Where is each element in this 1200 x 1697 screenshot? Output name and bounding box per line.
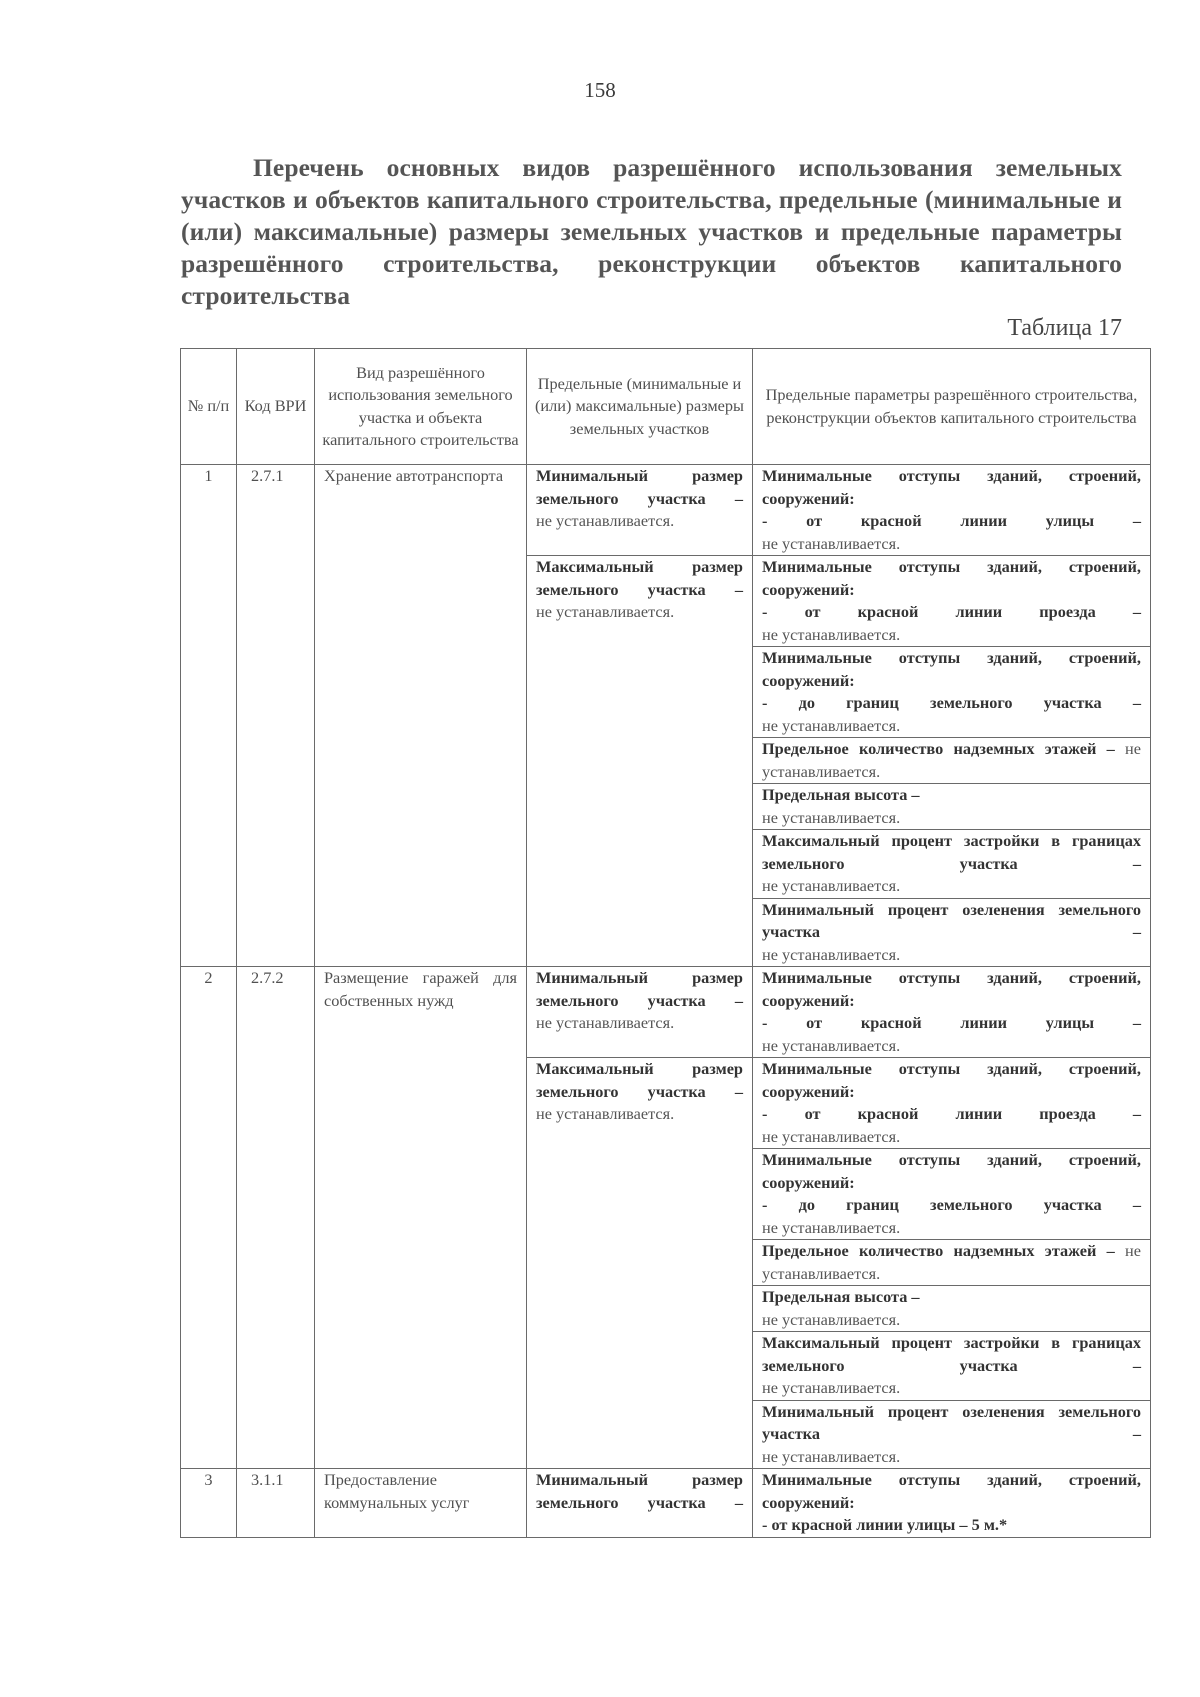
build-pct-cell: [753, 1332, 1151, 1401]
setback-head: Минимальные отступы зданий, строений, сооружений:: [762, 557, 1141, 599]
setback-from-street: - от красной линии улицы –: [762, 1013, 1141, 1032]
setback-passage-value: не устанавливается.: [762, 1126, 901, 1146]
document-heading: Перечень основных видов разрешённого использования земельных участков и объектов капитального строительства, предельные (минимальные и (или) максимальные) размеры земельных участков и предельные параметры разрешённого строительства, реконструкции объектов капитального строительства: [181, 153, 1122, 310]
row-code: 3.1.1: [237, 1469, 315, 1538]
header-kind: Вид разрешённого использования земельного участка и объекта капитального строительства: [315, 349, 527, 465]
setback-passage-cell: [753, 556, 1151, 647]
row-kind: Предоставление коммунальных услуг: [315, 1469, 527, 1538]
height-value: не устанавливается.: [762, 1309, 901, 1329]
setback-border-cell: [753, 647, 1151, 738]
floors-cell: [753, 738, 1151, 784]
min-size-value: не устанавливается.: [536, 511, 675, 530]
setback-head: Минимальные отступы зданий, строений, сооружений:: [762, 1150, 1141, 1192]
max-size-cell: [527, 1058, 753, 1469]
setback-head: Минимальные отступы зданий, строений, сооружений:: [762, 1059, 1141, 1101]
header-sizes: Предельные (минимальные и (или) максимальные) размеры земельных участков: [527, 349, 753, 465]
setback-head: Минимальные отступы зданий, строений, сооружений:: [762, 466, 1141, 508]
header-code: Код ВРИ: [237, 349, 315, 465]
setback-border-value: не устанавливается.: [762, 1217, 901, 1237]
floors-value: не устанавливается.: [762, 739, 1141, 781]
setback-street-value: не устанавливается.: [762, 533, 901, 553]
header-params: Предельные параметры разрешённого строительства, реконструкции объектов капитального строительства: [753, 349, 1151, 465]
setback-from-passage: - от красной линии проезда –: [762, 602, 1141, 621]
setback-to-border: - до границ земельного участка –: [762, 1195, 1141, 1214]
table-row: [181, 967, 1151, 1058]
min-size-cell: [527, 967, 753, 1058]
height-cell: [753, 1286, 1151, 1332]
row-num: 1: [181, 465, 237, 967]
height-head: Предельная высота –: [762, 785, 920, 804]
setback-head: Минимальные отступы зданий, строений, сооружений:: [762, 648, 1141, 690]
row-kind: Размещение гаражей для собственных нужд: [315, 967, 527, 1469]
page-number: 158: [584, 78, 616, 102]
permitted-use-table: [180, 348, 1151, 1538]
row-num: 3: [181, 1469, 237, 1538]
setback-street-value: не устанавливается.: [762, 1035, 901, 1055]
build-pct-value: не устанавливается.: [762, 876, 901, 895]
setback-passage-value: не устанавливается.: [762, 624, 901, 644]
table-row: [181, 1469, 1151, 1538]
height-cell: [753, 784, 1151, 830]
row-num: 2: [181, 967, 237, 1469]
min-size-cell: [527, 465, 753, 556]
floors-value: не устанавливается.: [762, 1241, 1141, 1283]
green-pct-cell: [753, 1400, 1151, 1469]
setback-passage-cell: [753, 1058, 1151, 1149]
setback-street-value: - от красной линии улицы – 5 м.*: [762, 1515, 1008, 1534]
max-size-cell: [527, 556, 753, 967]
min-size-value: не устанавливается.: [536, 1013, 675, 1032]
row-code: 2.7.1: [237, 465, 315, 967]
green-pct-head: Минимальный процент озеленения земельного участка –: [762, 899, 1141, 941]
setback-head: Минимальные отступы зданий, строений, сооружений:: [762, 1470, 1141, 1512]
green-pct-value: не устанавливается.: [762, 1446, 901, 1466]
min-size-head: Минимальный размер земельного участка –: [536, 1470, 743, 1512]
min-size-cell: [527, 1469, 753, 1538]
max-size-head: Максимальный размер земельного участка –: [536, 557, 743, 599]
table-caption: Таблица 17: [1007, 315, 1122, 341]
height-head: Предельная высота –: [762, 1287, 920, 1306]
table-row: [181, 465, 1151, 556]
floors-head: Предельное количество надземных этажей –: [762, 739, 1115, 758]
setback-to-border: - до границ земельного участка –: [762, 693, 1141, 712]
setback-head: Минимальные отступы зданий, строений, сооружений:: [762, 968, 1141, 1010]
min-size-head: Минимальный размер земельного участка –: [536, 968, 743, 1010]
height-value: не устанавливается.: [762, 807, 901, 827]
max-size-value: не устанавливается.: [536, 1104, 675, 1123]
setback-street-cell: [753, 1469, 1151, 1538]
build-pct-head: Максимальный процент застройки в границах земельного участка –: [762, 1333, 1141, 1375]
setback-street-cell: [753, 967, 1151, 1058]
green-pct-head: Минимальный процент озеленения земельного участка –: [762, 1401, 1141, 1443]
setback-border-cell: [753, 1149, 1151, 1240]
green-pct-cell: [753, 898, 1151, 967]
setback-border-value: не устанавливается.: [762, 715, 901, 735]
floors-cell: [753, 1240, 1151, 1286]
setback-from-street: - от красной линии улицы –: [762, 511, 1141, 530]
max-size-value: не устанавливается.: [536, 602, 675, 621]
max-size-head: Максимальный размер земельного участка –: [536, 1059, 743, 1101]
row-code: 2.7.2: [237, 967, 315, 1469]
table-header-row: [181, 349, 1151, 465]
build-pct-value: не устанавливается.: [762, 1378, 901, 1397]
floors-head: Предельное количество надземных этажей –: [762, 1241, 1115, 1260]
build-pct-cell: [753, 830, 1151, 899]
build-pct-head: Максимальный процент застройки в границах земельного участка –: [762, 831, 1141, 873]
header-num: № п/п: [181, 349, 237, 465]
setback-from-passage: - от красной линии проезда –: [762, 1104, 1141, 1123]
min-size-head: Минимальный размер земельного участка –: [536, 466, 743, 508]
setback-street-cell: [753, 465, 1151, 556]
green-pct-value: не устанавливается.: [762, 944, 901, 964]
row-kind: Хранение автотранспорта: [315, 465, 527, 967]
